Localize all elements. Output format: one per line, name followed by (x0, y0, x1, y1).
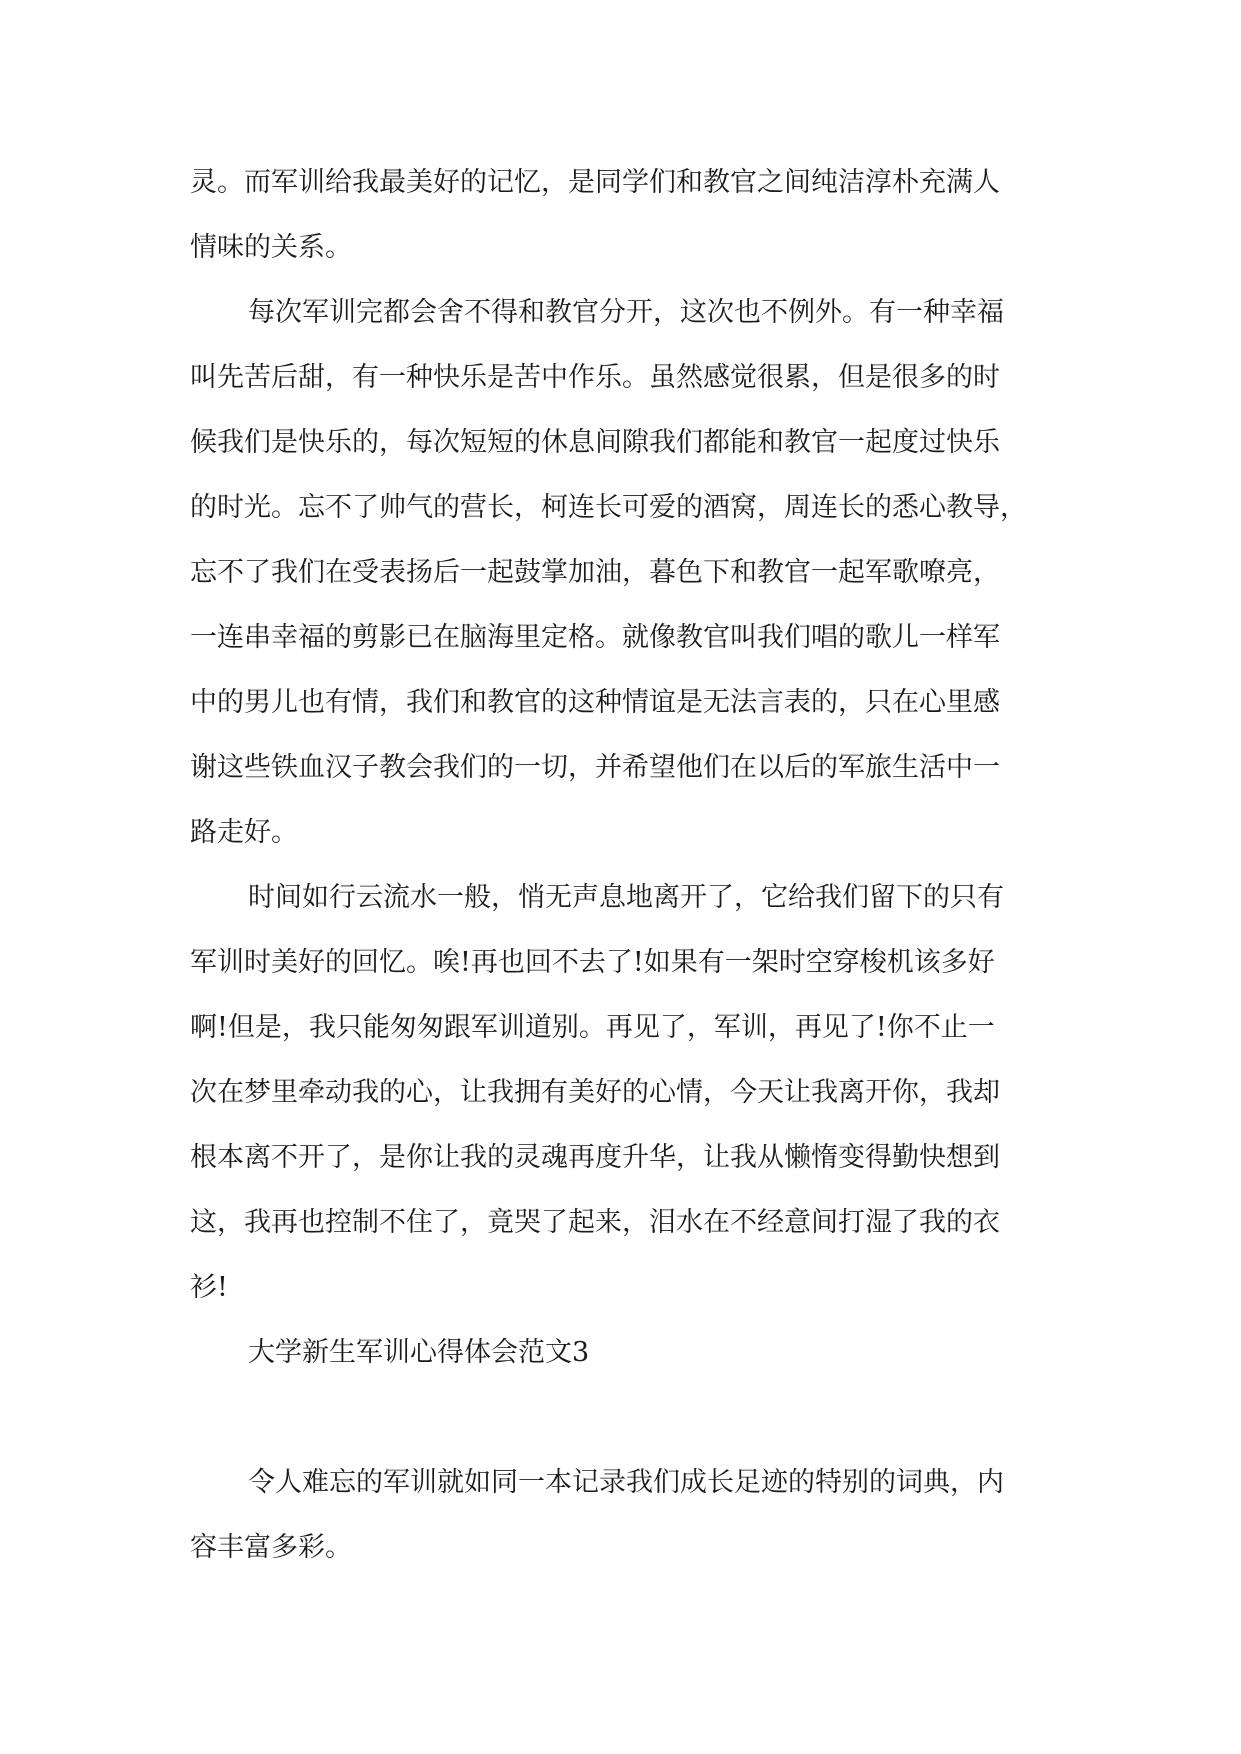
text-line: 衫! (190, 1272, 228, 1303)
text-line: 一连串幸福的剪影已在脑海里定格。就像教官叫我们唱的歌儿一样军 (190, 622, 1000, 653)
text-line: 忘不了我们在受表扬后一起鼓掌加油，暮色下和教官一起军歌嘹亮， (190, 557, 1000, 588)
text-line: 每次军训完都会舍不得和教官分开，这次也不例外。有一种幸福 (248, 297, 1004, 328)
text-line: 时间如行云流水一般，悄无声息地离开了，它给我们留下的只有 (248, 882, 1004, 913)
text-line: 中的男儿也有情，我们和教官的这种情谊是无法言表的，只在心里感 (190, 687, 1000, 718)
text-line: 情味的关系。 (190, 232, 352, 263)
paragraph-3 (190, 865, 1052, 1320)
section-heading: 大学新生军训心得体会范文3 (248, 1337, 590, 1368)
paragraph-1 (190, 150, 1052, 280)
text-line: 军训时美好的回忆。唉!再也回不去了!如果有一架时空穿梭机该多好 (190, 947, 995, 978)
text-line: 的时光。忘不了帅气的营长，柯连长可爱的酒窝，周连长的悉心教导， (190, 492, 1027, 523)
blank-line (190, 1385, 1052, 1450)
text-line: 路走好。 (190, 817, 298, 848)
text-line: 叫先苦后甜，有一种快乐是苦中作乐。虽然感觉很累，但是很多的时 (190, 362, 1000, 393)
text-line: 容丰富多彩。 (190, 1532, 352, 1563)
text-line: 令人难忘的军训就如同一本记录我们成长足迹的特别的词典，内 (248, 1467, 1004, 1498)
text-line: 候我们是快乐的，每次短短的休息间隙我们都能和教官一起度过快乐 (190, 427, 1000, 458)
text-line: 这，我再也控制不住了，竟哭了起来，泪水在不经意间打湿了我的衣 (190, 1207, 1000, 1238)
text-line: 谢这些铁血汉子教会我们的一切，并希望他们在以后的军旅生活中一 (190, 752, 1000, 783)
document-body (190, 150, 1052, 1580)
text-line: 灵。而军训给我最美好的记忆，是同学们和教官之间纯洁淳朴充满人 (190, 167, 1000, 198)
text-line: 啊!但是，我只能匆匆跟军训道别。再见了，军训，再见了!你不止一 (190, 1012, 995, 1043)
paragraph-4 (190, 1450, 1052, 1580)
text-line: 根本离不开了，是你让我的灵魂再度升华，让我从懒惰变得勤快想到 (190, 1142, 1000, 1173)
text-line: 次在梦里牵动我的心，让我拥有美好的心情，今天让我离开你，我却 (190, 1077, 1000, 1108)
paragraph-2 (190, 280, 1052, 865)
